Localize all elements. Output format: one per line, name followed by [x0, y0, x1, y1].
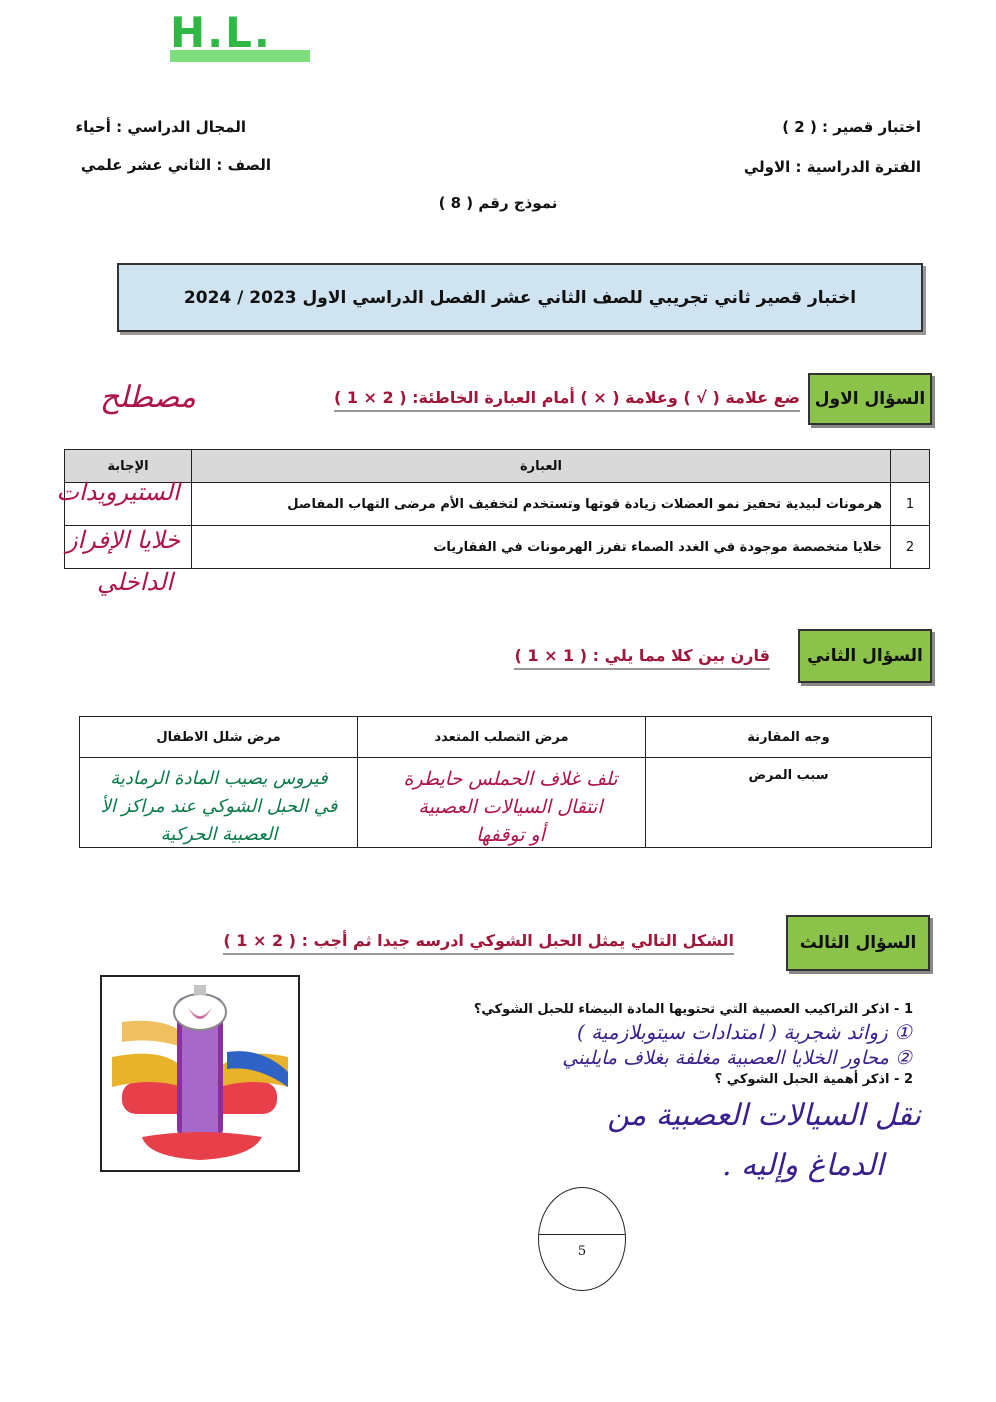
q1-header-answer: الإجابة [65, 450, 192, 483]
corner-mark-text: H.L. [170, 8, 272, 57]
quiz-label: اختبار قصير : ( 2 ) [782, 118, 921, 136]
q3-item1-answer-1: ① زوائد شجرية ( امتدادات سيتوبلازمية ) [576, 1020, 912, 1044]
q1-row-statement: هرمونات لبيدية تحفيز نمو العضلات زيادة قوتها وتستخدم لتخفيف الأم مرضى التهاب المفاصل [192, 483, 891, 526]
q2-polio-line: فيروس يصيب المادة الرمادية [110, 768, 328, 789]
q3-item1: 1 - اذكر التراكيب العصبية التي تحتويها المادة البيضاء للحبل الشوكي؟ [473, 1002, 913, 1017]
q3-item2-answer-1: نقل السيالات العصبية من [607, 1098, 921, 1133]
q3-item2-answer-2: الدماغ وإليه . [721, 1148, 884, 1183]
q2-polio-line: في الحبل الشوكي عند مراكز الأ [100, 796, 338, 817]
q1-header-statement: العبارة [192, 450, 891, 483]
q1-answer-1: الستيرويدات [56, 478, 180, 506]
q1-label: السؤال الاول [808, 373, 932, 425]
q2-header-polio: مرض شلل الاطفال [80, 717, 358, 758]
q2-ms-line: أو توقفها [476, 824, 545, 846]
q2-table-header [80, 717, 932, 758]
spinal-cord-drawing [102, 977, 298, 1170]
exam-title: اختبار قصير ثاني تجريبي للصف الثاني عشر الفصل الدراسي الاول 2023 / 2024 [117, 263, 923, 332]
q2-ms-answer [368, 765, 653, 849]
q1-row-statement: خلايا متخصصة موجودة في الغدد الصماء تفرز الهرمونات في الفقاريات [192, 526, 891, 569]
q2-ms-line: انتقال السيالات العصبية [418, 796, 603, 818]
q2-row-label: سبب المرض [646, 758, 932, 848]
grade-label: الصف : الثاني عشر علمي [80, 156, 271, 174]
page-number-divider [539, 1234, 625, 1235]
corner-mark [170, 8, 310, 68]
term-label: الفترة الدراسية : الاولي [743, 158, 921, 176]
q1-answer-2: خلايا الإفراز [65, 526, 181, 554]
model-label: نموذج رقم ( 8 ) [438, 194, 558, 212]
page-number: 5 [577, 1244, 587, 1259]
q1-annotation: مصطلح [100, 380, 196, 415]
spinal-cord-figure [100, 975, 300, 1172]
q2-header-ms: مرض التصلب المتعدد [358, 717, 646, 758]
q1-row-num: 2 [891, 526, 930, 569]
q3-instruction: الشكل التالي يمثل الحبل الشوكي ادرسه جيدا ثم أجب : ( 2 × 1 ) [223, 931, 734, 955]
q2-instruction: قارن بين كلا مما يلي : ( 1 × 1 ) [514, 646, 770, 670]
q3-item2: 2 - اذكر أهمية الحبل الشوكي ؟ [714, 1072, 913, 1087]
q2-polio-answer [70, 765, 368, 849]
q2-header-aspect: وجه المقارنة [646, 717, 932, 758]
page-number-oval [538, 1187, 626, 1291]
q1-row-num: 1 [891, 483, 930, 526]
q3-label: السؤال الثالث [786, 915, 930, 971]
q1-answer-2-extra: الداخلي [96, 568, 174, 596]
q3-item1-answer-2: ② محاور الخلايا العصبية مغلفة بغلاف مايليني [562, 1047, 912, 1069]
q1-instruction: ضع علامة ( √ ) وعلامة ( × ) أمام العبارة الخاطئة: ( 2 × 1 ) [334, 388, 800, 412]
subject-label: المجال الدراسي : أحياء [75, 118, 246, 136]
q2-ms-line: تلف غلاف الحملس حايطرة [403, 768, 618, 790]
q1-header-num [891, 450, 930, 483]
q2-label: السؤال الثاني [798, 629, 932, 683]
q2-polio-line: العصبية الحركية [160, 824, 278, 845]
